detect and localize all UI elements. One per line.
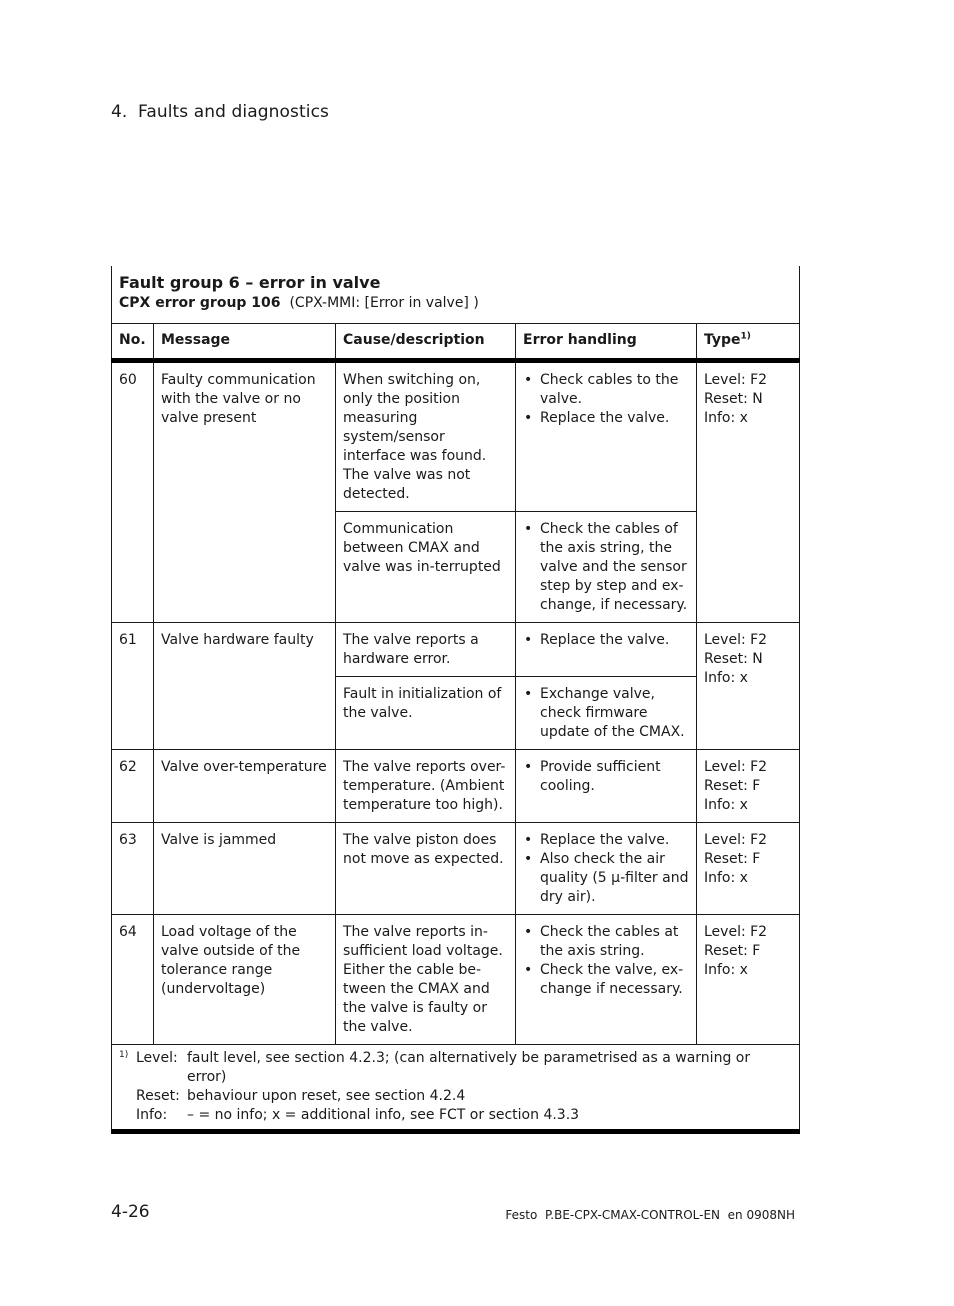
- footnote-reset-key: Reset:: [136, 1088, 180, 1104]
- fault-message: Faulty communication with the valve or no valve present: [154, 361, 336, 623]
- footnote-level: [119, 1049, 792, 1087]
- handling-item: • Provide sufficient cooling.: [523, 758, 689, 796]
- col-header-cause: Cause/description: [336, 324, 516, 361]
- type-level: Level: F2: [704, 759, 768, 775]
- footnote-info-text: – = no info; x = additional info, see FCT or section 4.3.3: [187, 1107, 580, 1123]
- footnote-reset: [119, 1087, 792, 1106]
- table-subtitle-rest: (CPX-MMI: [Error in valve] ): [289, 295, 479, 311]
- page-number: 4-26: [111, 1202, 150, 1222]
- fault-number: 62: [112, 750, 154, 823]
- fault-type: [697, 623, 800, 750]
- fault-handling: [516, 623, 697, 677]
- handling-item: • Replace the valve.: [523, 831, 689, 850]
- fault-number: 61: [112, 623, 154, 750]
- handling-item: • Exchange valve, check firmware update of the CMAX.: [523, 685, 689, 742]
- fault-number: 60: [112, 361, 154, 623]
- table-title-row: [112, 266, 800, 324]
- table-row: [112, 915, 800, 1045]
- footnote-level-key: Level:: [136, 1050, 178, 1066]
- fault-message: Load voltage of the valve outside of the tolerance range (undervoltage): [154, 915, 336, 1045]
- type-level: Level: F2: [704, 924, 768, 940]
- fault-cause: Fault in initialization of the valve.: [336, 677, 516, 750]
- fault-handling: [516, 361, 697, 512]
- page-header: [111, 102, 329, 122]
- fault-type: [697, 361, 800, 623]
- table-row: [112, 361, 800, 512]
- fault-cause: When switching on, only the position measuring system/sensor interface was found. The valve was not detected.: [336, 361, 516, 512]
- handling-item: • Also check the air quality (5 µ-filter and dry air).: [523, 850, 689, 907]
- type-level: Level: F2: [704, 632, 768, 648]
- chapter-number: 4.: [111, 102, 128, 122]
- type-info: Info: x: [704, 962, 748, 978]
- type-level: Level: F2: [704, 372, 768, 388]
- handling-item: • Replace the valve.: [523, 631, 689, 650]
- fault-cause: The valve piston does not move as expected.: [336, 823, 516, 915]
- footer-publisher: Festo: [505, 1208, 538, 1222]
- footnote-info: [119, 1106, 792, 1125]
- footnote-cell: [112, 1045, 800, 1132]
- fault-handling: [516, 823, 697, 915]
- type-info: Info: x: [704, 870, 748, 886]
- fault-cause: Communication between CMAX and valve was in-terrupted: [336, 512, 516, 623]
- handling-item: • Replace the valve.: [523, 409, 689, 428]
- type-info: Info: x: [704, 670, 748, 686]
- fault-handling: [516, 915, 697, 1045]
- col-header-type: [697, 324, 800, 361]
- type-level: Level: F2: [704, 832, 768, 848]
- fault-group-table: [111, 266, 800, 1134]
- col-header-type-sup: 1): [740, 331, 751, 342]
- type-info: Info: x: [704, 797, 748, 813]
- table-row: [112, 623, 800, 677]
- col-header-message: Message: [154, 324, 336, 361]
- fault-number: 64: [112, 915, 154, 1045]
- col-header-no: No.: [112, 324, 154, 361]
- footnote-reset-text: behaviour upon reset, see section 4.2.4: [187, 1088, 466, 1104]
- fault-message: Valve over-temperature: [154, 750, 336, 823]
- type-reset: Reset: F: [704, 943, 761, 959]
- footnote-row: [112, 1045, 800, 1132]
- fault-cause: The valve reports in-sufficient load voltage. Either the cable be-tween the CMAX and the valve is faulty or the valve.: [336, 915, 516, 1045]
- chapter-title: Faults and diagnostics: [138, 102, 329, 122]
- fault-type: [697, 915, 800, 1045]
- footnote-level-text: fault level, see section 4.2.3; (can alternatively be parametrised as a warning or error): [187, 1050, 751, 1085]
- footer-edition: en 0908NH: [727, 1208, 795, 1222]
- table-title: Fault group 6 – error in valve: [119, 273, 381, 292]
- table-header-row: [112, 324, 800, 361]
- handling-item: • Check the cables of the axis string, the valve and the sensor step by step and ex-change, if necessary.: [523, 520, 689, 615]
- type-reset: Reset: F: [704, 851, 761, 867]
- fault-handling: [516, 512, 697, 623]
- footnote-info-key: Info:: [136, 1107, 168, 1123]
- table-row: [112, 750, 800, 823]
- fault-type: [697, 750, 800, 823]
- type-reset: Reset: N: [704, 391, 763, 407]
- fault-message: Valve is jammed: [154, 823, 336, 915]
- fault-handling: [516, 677, 697, 750]
- col-header-type-label: Type: [704, 332, 741, 348]
- handling-item: • Check the valve, ex-change if necessary.: [523, 961, 689, 999]
- fault-handling: [516, 750, 697, 823]
- fault-cause: The valve reports a hardware error.: [336, 623, 516, 677]
- fault-cause: The valve reports over-temperature. (Ambient temperature too high).: [336, 750, 516, 823]
- fault-type: [697, 823, 800, 915]
- col-header-handling: Error handling: [516, 324, 697, 361]
- table-row: [112, 823, 800, 915]
- type-reset: Reset: N: [704, 651, 763, 667]
- type-reset: Reset: F: [704, 778, 761, 794]
- handling-item: • Check the cables at the axis string.: [523, 923, 689, 961]
- table-title-cell: [112, 266, 800, 324]
- fault-message: Valve hardware faulty: [154, 623, 336, 750]
- table-subtitle: [119, 293, 792, 313]
- table-subtitle-bold: CPX error group 106: [119, 295, 281, 311]
- footnote-marker: 1): [119, 1050, 129, 1060]
- footer-document-code: P.BE-CPX-CMAX-CONTROL-EN: [544, 1208, 721, 1222]
- fault-number: 63: [112, 823, 154, 915]
- handling-item: • Check cables to the valve.: [523, 371, 689, 409]
- type-info: Info: x: [704, 410, 748, 426]
- page-footer: [505, 1208, 795, 1222]
